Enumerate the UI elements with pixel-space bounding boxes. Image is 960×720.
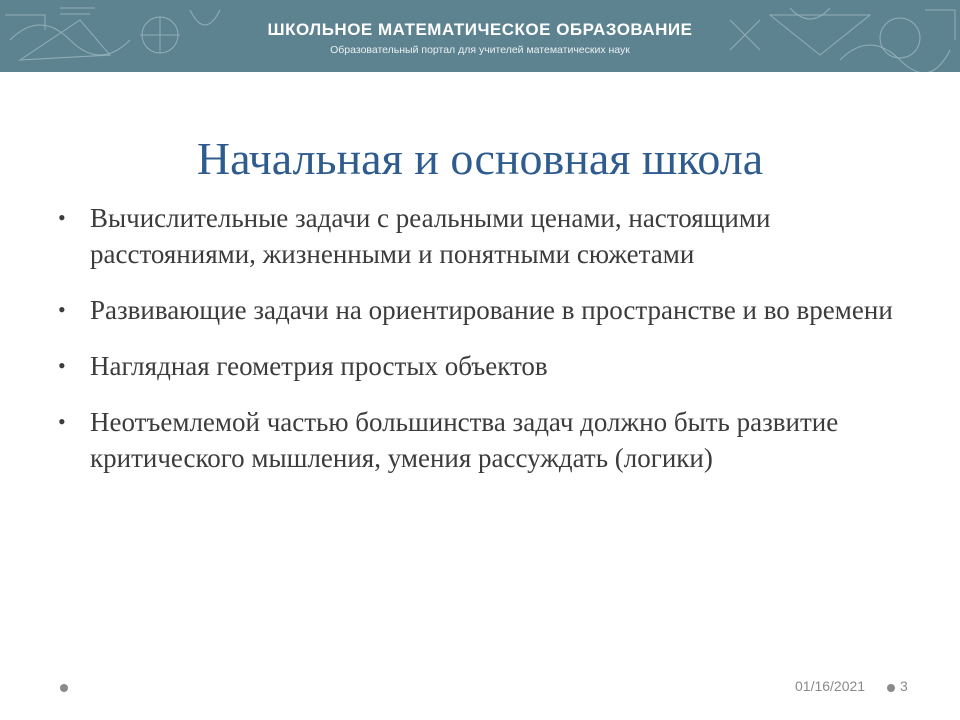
footer-dot-icon: [60, 684, 68, 692]
footer-dot-icon: [887, 684, 895, 692]
bullet-item: [58, 348, 898, 384]
bullet-text: Наглядная геометрия простых объектов: [90, 351, 548, 381]
bullet-dot-icon: •: [58, 297, 66, 322]
portal-subtitle: Образовательный портал для учителей математических наук: [330, 44, 630, 56]
bullet-text: Развивающие задачи на ориентирование в пространстве и во времени: [90, 295, 893, 325]
header-banner: [0, 0, 960, 72]
slide-title: Начальная и основная школа: [196, 133, 764, 184]
bullet-text: Вычислительные задачи с реальными ценами, настоящими расстояниями, жизненными и понятными сюжетами: [90, 203, 771, 269]
slide-date: 01/16/2021: [795, 678, 866, 694]
bullet-dot-icon: •: [58, 409, 66, 434]
bullet-dot-icon: •: [58, 205, 66, 230]
bullet-item: [58, 200, 898, 272]
portal-title: ШКОЛЬНОЕ МАТЕМАТИЧЕСКОЕ ОБРАЗОВАНИЕ: [267, 20, 693, 39]
slide-page-number: 3: [900, 678, 908, 694]
bullet-text: Неотъемлемой частью большинства задач должно быть развитие критического мышления, умения рассуждать (логики): [90, 407, 839, 473]
bullet-item: [58, 404, 898, 476]
bullet-list: [58, 200, 898, 496]
bullet-dot-icon: •: [58, 353, 66, 378]
bullet-item: [58, 292, 898, 328]
